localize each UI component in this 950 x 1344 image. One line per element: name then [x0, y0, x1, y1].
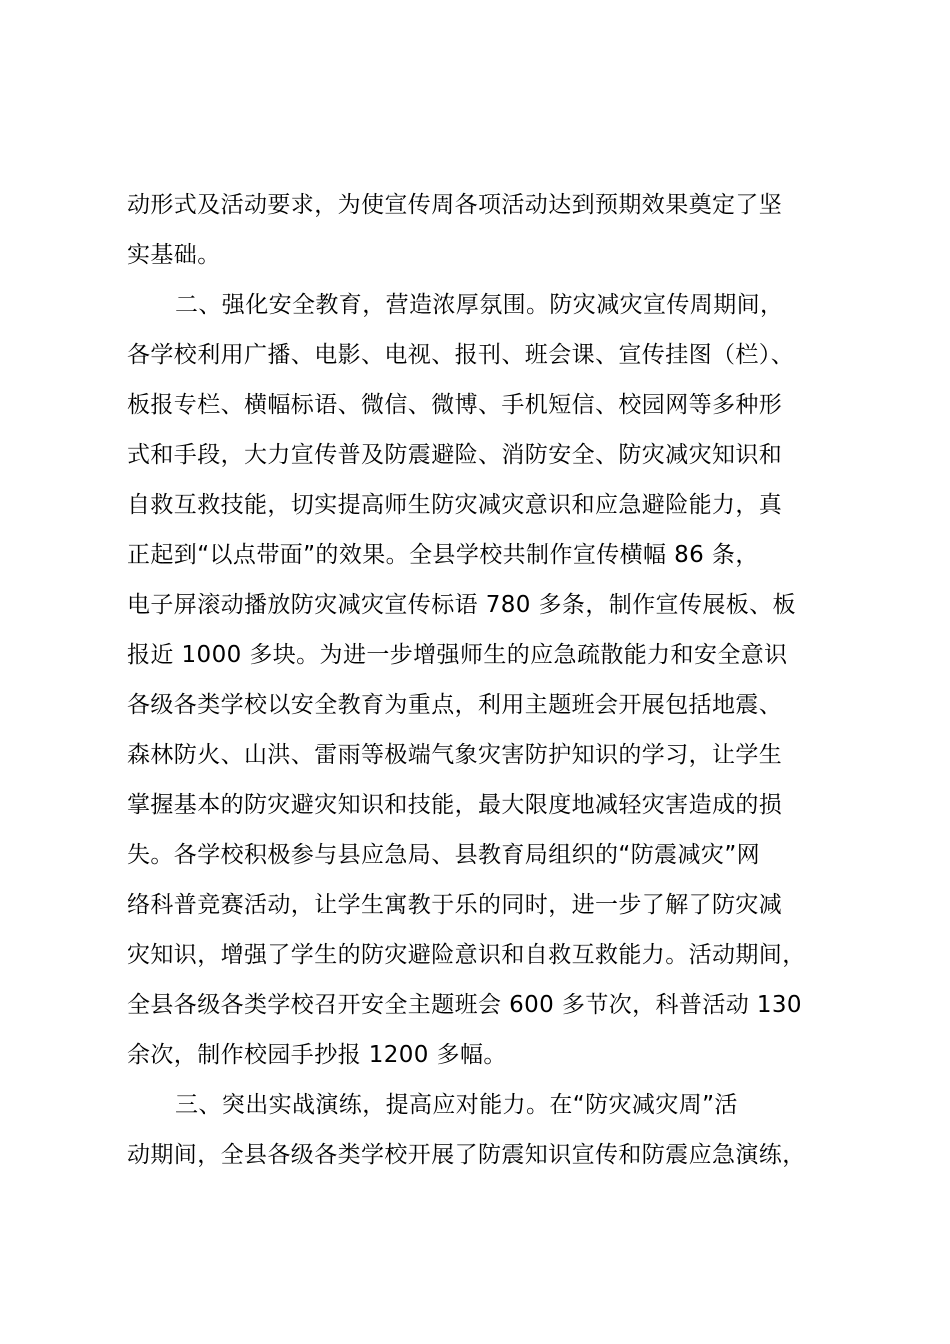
text-line: 失。各学校积极参与县应急局、县教育局组织的“防震减灾”网 [127, 842, 761, 868]
text-line: 动形式及活动要求，为使宣传周各项活动达到预期效果奠定了坚 [127, 192, 783, 218]
text-line: 实基础。 [127, 242, 221, 268]
text-line: 三、突出实战演练，提高应对能力。在“防灾减灾周”活 [175, 1092, 738, 1118]
text-line: 正起到“以点带面”的效果。全县学校共制作宣传横幅 86 条， [127, 542, 759, 568]
text-line: 式和手段，大力宣传普及防震避险、消防安全、防灾减灾知识和 [127, 442, 783, 468]
document-body [127, 180, 847, 1180]
text-line: 二、强化安全教育，营造浓厚氛围。防灾减灾宣传周期间， [175, 292, 784, 318]
text-line: 各级各类学校以安全教育为重点，利用主题班会开展包括地震、 [127, 692, 783, 718]
text-line: 自救互救技能，切实提高师生防灾减灾意识和应急避险能力，真 [127, 492, 783, 518]
text-line: 掌握基本的防灾避灾知识和技能，最大限度地减轻灾害造成的损 [127, 792, 783, 818]
paragraph [127, 1080, 847, 1180]
text-line: 余次，制作校园手抄报 1200 多幅。 [127, 1042, 507, 1068]
text-line: 灾知识，增强了学生的防灾避险意识和自救互救能力。活动期间， [127, 942, 806, 968]
text-line: 报近 1000 多块。为进一步增强师生的应急疏散能力和安全意识 [127, 642, 788, 668]
paragraph [127, 180, 847, 280]
text-line: 各学校利用广播、电影、电视、报刊、班会课、宣传挂图（栏）、 [127, 342, 795, 368]
text-line: 电子屏滚动播放防灾减灾宣传标语 780 多条，制作宣传展板、板 [127, 592, 796, 618]
text-line: 板报专栏、横幅标语、微信、微博、手机短信、校园网等多种形 [127, 392, 783, 418]
paragraph [127, 280, 847, 1080]
text-line: 动期间，全县各级各类学校开展了防震知识宣传和防震应急演练， [127, 1142, 806, 1168]
text-line: 森林防火、山洪、雷雨等极端气象灾害防护知识的学习，让学生 [127, 742, 783, 768]
text-line: 络科普竞赛活动，让学生寓教于乐的同时，进一步了解了防灾减 [127, 892, 783, 918]
text-line: 全县各级各类学校召开安全主题班会 600 多节次，科普活动 130 [127, 992, 802, 1018]
